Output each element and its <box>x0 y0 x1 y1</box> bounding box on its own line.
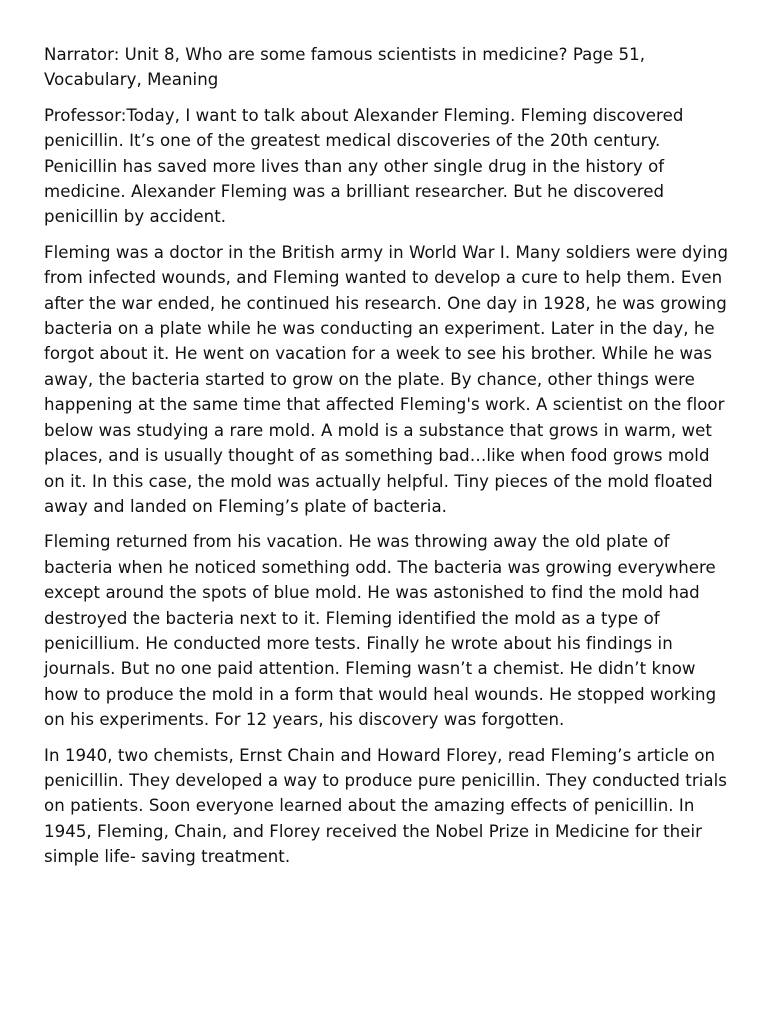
chain-florey-paragraph: In 1940, two chemists, Ernst Chain and Howard Florey, read Fleming’s article on penicillin. They developed a way to produce pure penicillin. They conducted trials on patients. Soon everyone learned about the amazing effects of penicillin. In 1945, Fleming, Chain, and Florey received the Nobel Prize in Medicine for their simple life- saving treatment. <box>44 745 727 867</box>
document-page <box>44 42 734 880</box>
narrator-intro-paragraph: Narrator: Unit 8, Who are some famous scientists in medicine? Page 51, Vocabulary, Meaning <box>44 45 646 90</box>
professor-intro-paragraph: Professor:Today, I want to talk about Alexander Fleming. Fleming discovered penicillin. It’s one of the greatest medical discoveries of the 20th century. Penicillin has saved more lives than any other single drug in the history of medicine. Alexander Fleming was a brilliant researcher. But he discovered penicillin by accident. <box>44 105 684 227</box>
fleming-discovery-paragraph: Fleming returned from his vacation. He was throwing away the old plate of bacteria when he noticed something odd. The bacteria was growing everywhere except around the spots of blue mold. He was astonished to find the mold had destroyed the bacteria next to it. Fleming identified the mold as a type of penicillium. He conducted more tests. Finally he wrote about his findings in journals. But no one paid attention. Fleming wasn’t a chemist. He didn’t know how to produce the mold in a form that would heal wounds. He stopped working on his experiments. For 12 years, his discovery was forgotten. <box>44 532 717 730</box>
fleming-war-paragraph: Fleming was a doctor in the British army in World War I. Many soldiers were dying from infected wounds, and Fleming wanted to develop a cure to help them. Even after the war ended, he continued his research. One day in 1928, he was growing bacteria on a plate while he was conducting an experiment. Later in the day, he forgot about it. He went on vacation for a week to see his brother. While he was away, the bacteria started to grow on the plate. By chance, other things were happening at the same time that affected Fleming's work. A scientist on the floor below was studying a rare mold. A mold is a substance that grows in warm, wet places, and is usually thought of as something bad…like when food grows mold on it. In this case, the mold was actually helpful. Tiny pieces of the mold floated away and landed on Fleming’s plate of bacteria. <box>44 242 729 516</box>
